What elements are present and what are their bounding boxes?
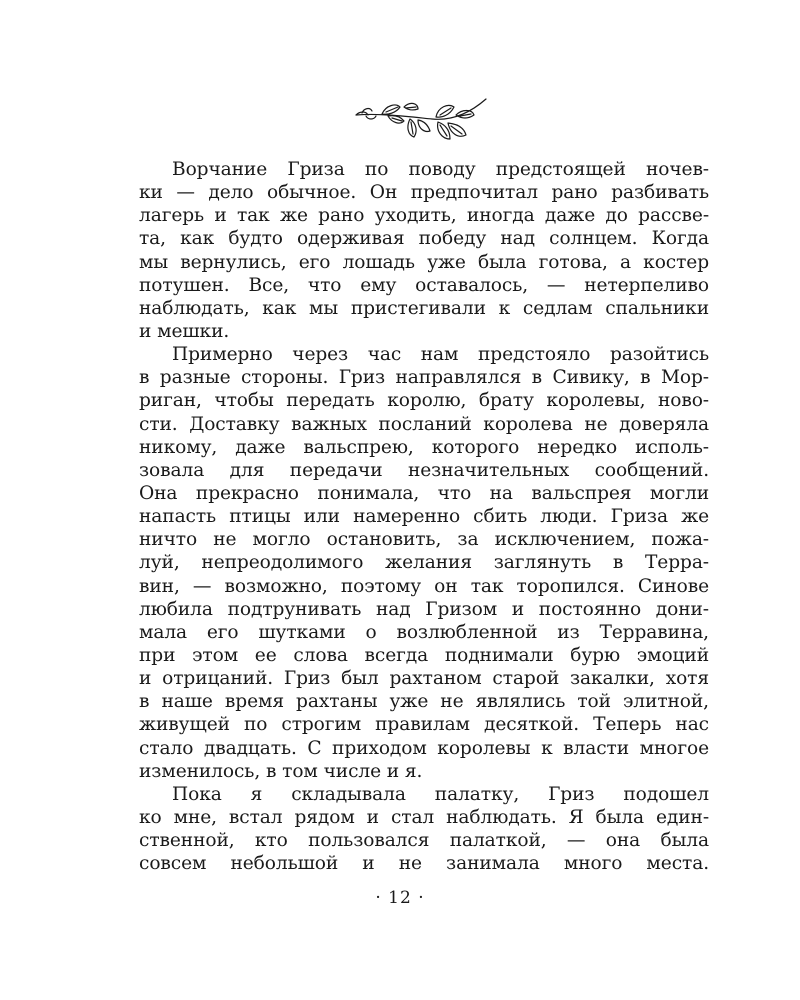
text-line: при этом ее слова всегда поднимали бурю эмоций xyxy=(139,644,709,666)
text-line: Ворчание Гриза по поводу предстоящей ночев- xyxy=(172,159,709,180)
text-line: стало двадцать. С приходом королевы к власти многое xyxy=(139,737,709,759)
text-line: никому, даже вальспрею, которого нередко исполь- xyxy=(139,436,709,458)
text-line: и мешки. xyxy=(139,320,230,342)
text-line: ничто не могло остановить, за исключением, пожа- xyxy=(139,529,709,551)
text-line: наблюдать, как мы пристегивали к седлам спальники xyxy=(139,297,709,319)
text-line: любила подтрунивать над Гризом и постоянно дони- xyxy=(139,598,709,620)
text-line: сти. Доставку важных посланий королева не доверяла xyxy=(139,413,709,435)
text-line: ки — дело обычное. Он предпочитал рано разбивать xyxy=(139,182,709,204)
text-line: риган, чтобы передать королю, брату королевы, ново- xyxy=(139,390,709,412)
text-line: в разные стороны. Гриз направлялся в Сивику, в Мор- xyxy=(139,367,709,389)
text-line: Она прекрасно понимала, что на вальспрея могли xyxy=(139,482,709,504)
text-line: та, как будто одерживая победу над солнцем. Когда xyxy=(139,228,709,250)
text-line: изменилось, в том числе и я. xyxy=(139,760,423,782)
text-line: вин, — возможно, поэтому он так торопился. Синове xyxy=(139,575,709,597)
text-line: Пока я складывала палатку, Гриз подошел xyxy=(172,783,709,805)
text-line: лагерь и так же рано уходить, иногда даже до рассве- xyxy=(139,205,709,227)
text-line: ственной, кто пользовался палаткой, — она была xyxy=(139,830,709,852)
text-line: мала его шутками о возлюбленной из Терравина, xyxy=(139,621,709,643)
text-line: мы вернулись, его лошадь уже была готова, а костер xyxy=(139,251,709,273)
text-line: Примерно через час нам предстояло разойтись xyxy=(172,344,709,366)
text-line: совсем небольшой и не занимала много места. xyxy=(139,853,709,875)
body-text xyxy=(139,158,709,875)
text-line: потушен. Все, что ему оставалось, — нетерпеливо xyxy=(139,274,709,296)
leaf-branch-icon xyxy=(352,95,488,147)
text-line: живущей по строгим правилам десяткой. Теперь нас xyxy=(139,714,709,736)
text-line: и отрицаний. Гриз был рахтаном старой закалки, хотя xyxy=(139,668,709,690)
text-line: зовала для передачи незначительных сообщений. xyxy=(139,459,709,481)
text-line: ко мне, встал рядом и стал наблюдать. Я была един- xyxy=(139,806,709,828)
text-line: в наше время рахтаны уже не являлись той элитной, xyxy=(139,691,709,713)
text-line: луй, непреодолимого желания заглянуть в Терра- xyxy=(139,552,709,574)
page-number: · 12 · xyxy=(375,888,425,908)
text-line: напасть птицы или намеренно сбить люди. Гриза же xyxy=(139,506,709,528)
